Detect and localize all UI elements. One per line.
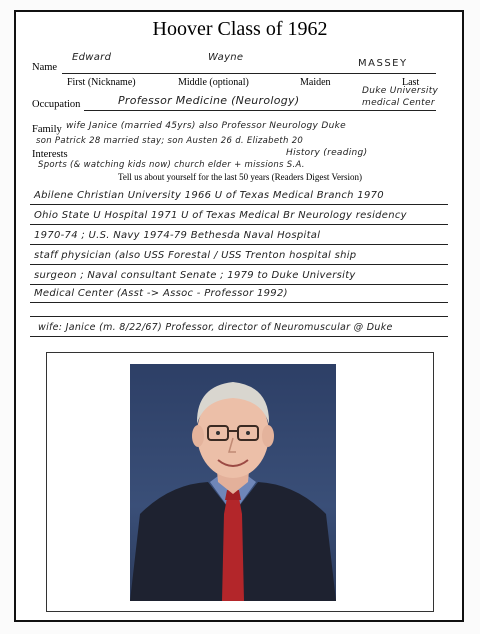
bio-rule3 (30, 244, 448, 245)
bio-line4: staff physician (also USS Forestal / USS Trenton hospital ship (34, 250, 357, 261)
name-rule (62, 73, 436, 74)
bio-rule1 (30, 204, 448, 205)
last-sublabel: Last (402, 77, 420, 88)
occupation-handwritten: Professor Medicine (Neurology) (118, 94, 300, 107)
name-label: Name (32, 62, 58, 73)
bio-rule8 (30, 336, 448, 337)
first-name-handwritten: Edward (72, 52, 112, 63)
bio-rule5 (30, 284, 448, 285)
bio-rule6 (30, 302, 448, 303)
bio-line7: wife: Janice (m. 8/22/67) Professor, director of Neuromuscular @ Duke (38, 322, 393, 333)
prompt-text: Tell us about yourself for the last 50 years (Readers Digest Version) (118, 172, 362, 182)
interests-label: Interests (32, 149, 68, 160)
bio-line2: Ohio State U Hospital 1971 U of Texas Medical Br Neurology residency (34, 210, 407, 221)
form-title: Hoover Class of 1962 (152, 18, 328, 40)
family-label: Family (32, 124, 62, 135)
middle-sublabel: Middle (optional) (178, 77, 249, 88)
occupation-label: Occupation (32, 99, 81, 110)
bio-line6: Medical Center (Asst -> Assoc - Professor 1992) (34, 288, 288, 299)
occupation-place-line1: Duke University (362, 86, 439, 96)
bio-rule7 (30, 316, 448, 317)
interests-line1: History (reading) (286, 148, 368, 158)
first-sublabel: First (Nickname) (67, 77, 136, 88)
last-name-handwritten: MASSEY (358, 58, 408, 69)
portrait-photo (130, 364, 336, 601)
bio-line1: Abilene Christian University 1966 U of Texas Medical Branch 1970 (34, 190, 384, 201)
occupation-place-line2: medical Center (362, 98, 435, 108)
family-line2: son Patrick 28 married stay; son Austen 26 d. Elizabeth 20 (36, 136, 304, 146)
middle-name-handwritten: Wayne (208, 52, 244, 63)
bio-rule2 (30, 224, 448, 225)
occupation-rule (84, 110, 436, 111)
family-line1: wife Janice (married 45yrs) also Professor Neurology Duke (66, 121, 346, 131)
bio-rule4 (30, 264, 448, 265)
portrait-illustration (130, 364, 336, 601)
maiden-sublabel: Maiden (300, 77, 331, 88)
bio-line5: surgeon ; Naval consultant Senate ; 1979 to Duke University (34, 270, 356, 281)
bio-line3: 1970-74 ; U.S. Navy 1974-79 Bethesda Naval Hospital (34, 230, 321, 241)
interests-line2: Sports (& watching kids now) church elder + missions S.A. (38, 160, 305, 170)
